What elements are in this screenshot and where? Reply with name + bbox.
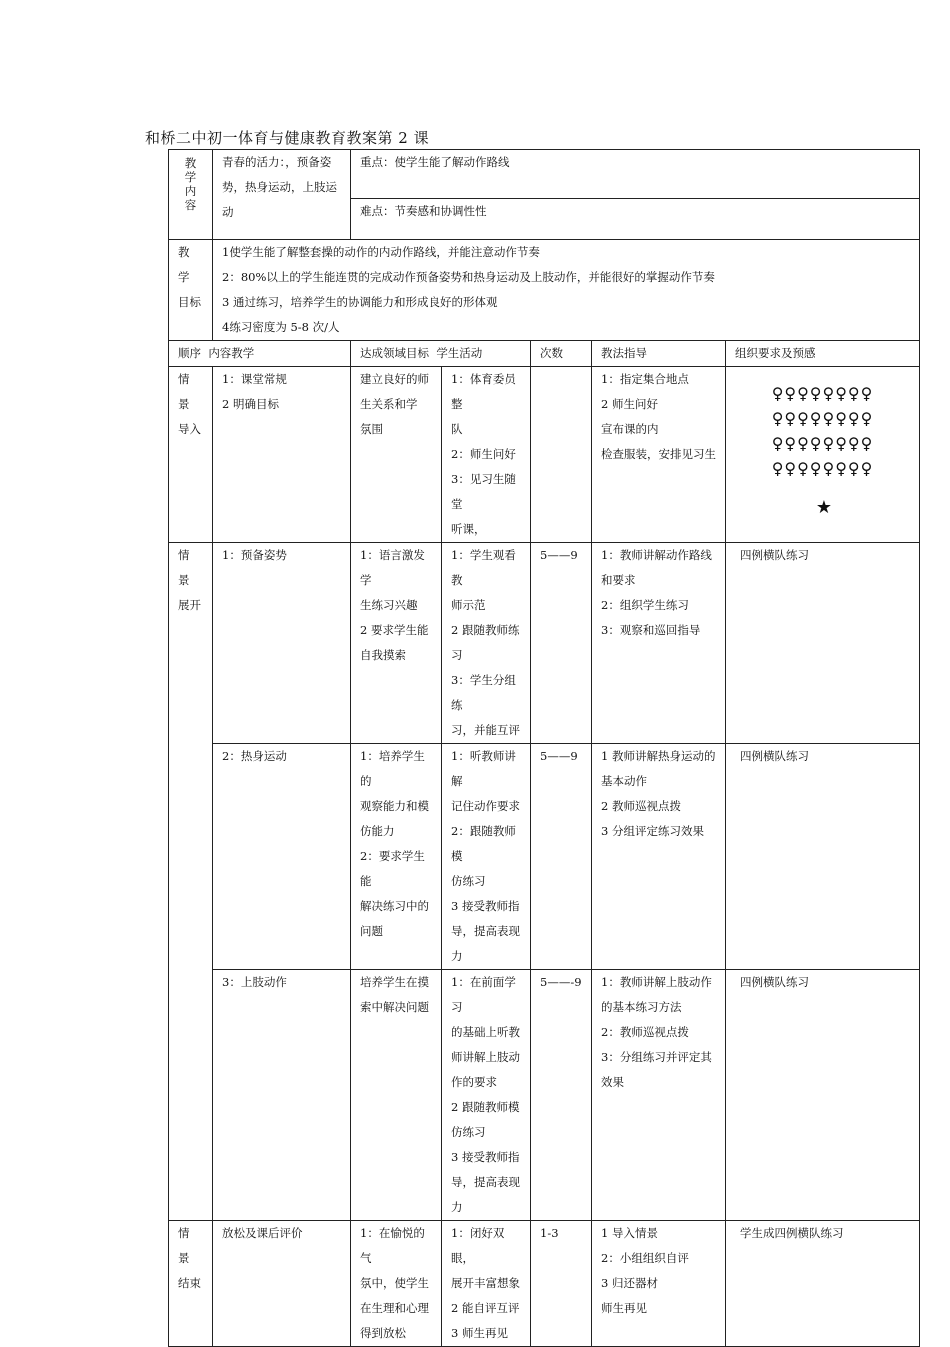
header-goal-student: 达成领域目标 学生活动 bbox=[351, 341, 531, 367]
cell-goal bbox=[351, 970, 442, 1221]
goal-line: 1：培养学生的 bbox=[360, 749, 425, 788]
goal-line: 氛围 bbox=[360, 422, 383, 436]
method-line: 师生再见 bbox=[601, 1301, 647, 1315]
formation-row: ♀♀♀♀♀♀♀♀ bbox=[771, 384, 874, 403]
cell-org bbox=[726, 367, 920, 543]
method-line: 1 导入情景 bbox=[601, 1226, 658, 1240]
cell-org bbox=[726, 744, 920, 970]
objectives-list bbox=[213, 240, 920, 341]
student-line: 导，提高表现 bbox=[451, 1175, 520, 1189]
method-line: 1：教师讲解上肢动作 bbox=[601, 975, 712, 989]
cell-student bbox=[442, 367, 531, 543]
cell-content bbox=[213, 367, 351, 543]
cell-goal bbox=[351, 543, 442, 744]
goal-line: 生练习兴趣 bbox=[360, 598, 418, 612]
cell-org bbox=[726, 543, 920, 744]
goal-line: 2：要求学生能 bbox=[360, 849, 425, 888]
topic-line: 势，热身运动，上肢运 bbox=[222, 180, 337, 194]
cell-content bbox=[213, 543, 351, 744]
content-label-char: 教 bbox=[184, 156, 197, 170]
cell-student bbox=[442, 970, 531, 1221]
method-line: 3：分组练习并评定其 bbox=[601, 1050, 712, 1064]
method-line: 1 教师讲解热身运动的 bbox=[601, 749, 716, 763]
lesson-row bbox=[169, 970, 920, 1221]
student-line: 2 跟随教师练 bbox=[451, 623, 520, 637]
org-line: 学生成四例横队练习 bbox=[740, 1226, 844, 1240]
student-line: 师示范 bbox=[451, 598, 486, 612]
cell-content bbox=[213, 744, 351, 970]
student-line: 1：学生观看教 bbox=[451, 548, 516, 587]
method-line: 基本动作 bbox=[601, 774, 647, 788]
goal-line: 问题 bbox=[360, 924, 383, 938]
student-line: 3 接受教师指 bbox=[451, 899, 520, 913]
student-line: 3 师生再见 bbox=[451, 1326, 508, 1340]
goal-line: 在生理和心理 bbox=[360, 1301, 429, 1315]
student-line: 导，提高表现 bbox=[451, 924, 520, 938]
student-line: 师讲解上肢动 bbox=[451, 1050, 520, 1064]
goal-line: 解决练习中的 bbox=[360, 899, 429, 913]
student-line: 3 接受教师指 bbox=[451, 1150, 520, 1164]
cell-method bbox=[592, 543, 726, 744]
method-line: 3 分组评定练习效果 bbox=[601, 824, 704, 838]
goal-line: 培养学生在摸 bbox=[360, 975, 429, 989]
content-label-char: 学 bbox=[184, 170, 197, 184]
goal-line: 生关系和学 bbox=[360, 397, 418, 411]
org-line: 四例横队练习 bbox=[740, 548, 809, 562]
goal-line: 1：在愉悦的气 bbox=[360, 1226, 425, 1265]
section-label-line: 导入 bbox=[178, 422, 201, 436]
method-line: 2 师生问好 bbox=[601, 397, 658, 411]
section-label bbox=[169, 543, 213, 1221]
goal-line: 观察能力和模 bbox=[360, 799, 429, 813]
method-line: 2：小组组织自评 bbox=[601, 1251, 689, 1265]
section-label bbox=[169, 1221, 213, 1347]
cell-org bbox=[726, 1221, 920, 1347]
method-line: 2：教师巡视点拨 bbox=[601, 1025, 689, 1039]
method-line: 宣布课的内 bbox=[601, 422, 659, 436]
content-label bbox=[169, 150, 213, 240]
content-line: 2 明确目标 bbox=[222, 397, 279, 411]
cell-method bbox=[592, 1221, 726, 1347]
student-line: 记住动作要求 bbox=[451, 799, 520, 813]
content-line: 放松及课后评价 bbox=[222, 1226, 303, 1240]
goal-line: 1：语言激发学 bbox=[360, 548, 425, 587]
student-line: 1：体育委员整 bbox=[451, 372, 516, 411]
content-line: 2：热身运动 bbox=[222, 749, 287, 763]
cell-content bbox=[213, 1221, 351, 1347]
goal-line: 自我摸索 bbox=[360, 648, 406, 662]
method-line: 3 归还器材 bbox=[601, 1276, 658, 1290]
key-point: 重点：使学生能了解动作路线 bbox=[351, 150, 920, 199]
cell-method bbox=[592, 744, 726, 970]
goal-line: 建立良好的师 bbox=[360, 372, 429, 386]
cell-count bbox=[531, 744, 592, 970]
teacher-star-icon: ★ bbox=[815, 497, 832, 518]
objective-item: 1使学生能了解整套操的动作的内动作路线，并能注意动作节奏 bbox=[222, 245, 540, 259]
cell-org bbox=[726, 970, 920, 1221]
count-line: 1-3 bbox=[540, 1226, 559, 1240]
content-line: 3：上肢动作 bbox=[222, 975, 287, 989]
student-line: 力 bbox=[451, 949, 463, 963]
method-line: 效果 bbox=[601, 1075, 624, 1089]
objective-item: 2：80%以上的学生能连贯的完成动作预备姿势和热身运动及上肢动作，并能很好的掌握动作节奏 bbox=[222, 270, 715, 284]
student-line: 听课， bbox=[451, 522, 486, 536]
header-method: 教法指导 bbox=[592, 341, 726, 367]
objectives-label-line: 目标 bbox=[178, 295, 201, 309]
cell-goal bbox=[351, 1221, 442, 1347]
content-label-char: 内 bbox=[184, 184, 197, 198]
goal-line: 索中解决问题 bbox=[360, 1000, 429, 1014]
student-line: 仿练习 bbox=[451, 874, 486, 888]
count-line: 5——9 bbox=[540, 749, 578, 763]
objectives-label bbox=[169, 240, 213, 341]
cell-count bbox=[531, 970, 592, 1221]
cell-method bbox=[592, 367, 726, 543]
student-line: 习 bbox=[451, 648, 463, 662]
student-line: 作的要求 bbox=[451, 1075, 497, 1089]
content-topic bbox=[213, 150, 351, 240]
method-line: 1：指定集合地点 bbox=[601, 372, 689, 386]
objective-item: 3 通过练习，培养学生的协调能力和形成良好的形体观 bbox=[222, 295, 498, 309]
goal-line: 2 要求学生能 bbox=[360, 623, 429, 637]
cell-goal bbox=[351, 367, 442, 543]
cell-count bbox=[531, 1221, 592, 1347]
header-row bbox=[169, 341, 920, 367]
section-label-line: 结束 bbox=[178, 1276, 201, 1290]
section-label bbox=[169, 367, 213, 543]
section-label-line: 情 景 bbox=[178, 548, 190, 587]
formation-row: ♀♀♀♀♀♀♀♀ bbox=[771, 409, 874, 428]
page-title: 和桥二中初一体育与健康教育教案第 2 课 bbox=[145, 129, 430, 147]
method-line: 2：组织学生练习 bbox=[601, 598, 689, 612]
header-org: 组织要求及预感 bbox=[726, 341, 920, 367]
student-formation bbox=[735, 367, 910, 481]
content-line: 1：课堂常规 bbox=[222, 372, 287, 386]
count-line: 5——9 bbox=[540, 548, 578, 562]
org-line: 四例横队练习 bbox=[740, 749, 809, 763]
objectives-label-line: 教 学 bbox=[178, 245, 190, 284]
formation-row: ♀♀♀♀♀♀♀♀ bbox=[771, 459, 874, 478]
method-line: 和要求 bbox=[601, 573, 636, 587]
student-line: 的基础上听教 bbox=[451, 1025, 520, 1039]
content-line: 1：预备姿势 bbox=[222, 548, 287, 562]
header-order-content: 顺序 内容教学 bbox=[169, 341, 351, 367]
cell-count bbox=[531, 543, 592, 744]
method-line: 检查服装，安排见习生 bbox=[601, 447, 716, 461]
student-line: 力 bbox=[451, 1200, 463, 1214]
difficulty: 难点：节奏感和协调性性 bbox=[351, 199, 920, 240]
student-line: 习，并能互评 bbox=[451, 723, 520, 737]
section-label-line: 情 景 bbox=[178, 372, 190, 411]
student-line: 1：听教师讲解 bbox=[451, 749, 516, 788]
student-line: 3：学生分组练 bbox=[451, 673, 516, 712]
lesson-row bbox=[169, 543, 920, 744]
section-label-line: 展开 bbox=[178, 598, 201, 612]
student-line: 展开丰富想象 bbox=[451, 1276, 520, 1290]
topic-line: 青春的活力：，预备姿 bbox=[222, 155, 332, 169]
goal-line: 得到放松 bbox=[360, 1326, 406, 1340]
method-line: 2 教师巡视点拨 bbox=[601, 799, 681, 813]
lesson-plan-table bbox=[168, 149, 920, 1347]
goal-line: 仿能力 bbox=[360, 824, 395, 838]
student-line: 1：闭好双眼， bbox=[451, 1226, 505, 1265]
cell-student bbox=[442, 543, 531, 744]
lesson-row bbox=[169, 744, 920, 970]
header-count: 次数 bbox=[531, 341, 592, 367]
student-line: 2：跟随教师模 bbox=[451, 824, 516, 863]
student-line: 1：在前面学习 bbox=[451, 975, 516, 1014]
cell-goal bbox=[351, 744, 442, 970]
topic-line: 动 bbox=[222, 205, 234, 219]
cell-method bbox=[592, 970, 726, 1221]
student-line: 队 bbox=[451, 422, 463, 436]
goal-line: 氛中，使学生 bbox=[360, 1276, 429, 1290]
content-label-char: 容 bbox=[184, 198, 197, 212]
cell-content bbox=[213, 970, 351, 1221]
student-line: 2：师生问好 bbox=[451, 447, 516, 461]
lesson-row bbox=[169, 367, 920, 543]
count-line: 5——-9 bbox=[540, 975, 582, 989]
formation-row: ♀♀♀♀♀♀♀♀ bbox=[771, 434, 874, 453]
method-line: 3：观察和巡回指导 bbox=[601, 623, 701, 637]
cell-student bbox=[442, 744, 531, 970]
cell-student bbox=[442, 1221, 531, 1347]
student-line: 2 能自评互评 bbox=[451, 1301, 520, 1315]
student-line: 2 跟随教师模 bbox=[451, 1100, 520, 1114]
student-line: 仿练习 bbox=[451, 1125, 486, 1139]
objective-item: 4练习密度为 5-8 次/人 bbox=[222, 320, 340, 334]
method-line: 1：教师讲解动作路线 bbox=[601, 548, 712, 562]
section-label-line: 情 景 bbox=[178, 1226, 190, 1265]
cell-count bbox=[531, 367, 592, 543]
lesson-row bbox=[169, 1221, 920, 1347]
student-line: 3：见习生随堂 bbox=[451, 472, 516, 511]
org-line: 四例横队练习 bbox=[740, 975, 809, 989]
method-line: 的基本练习方法 bbox=[601, 1000, 682, 1014]
